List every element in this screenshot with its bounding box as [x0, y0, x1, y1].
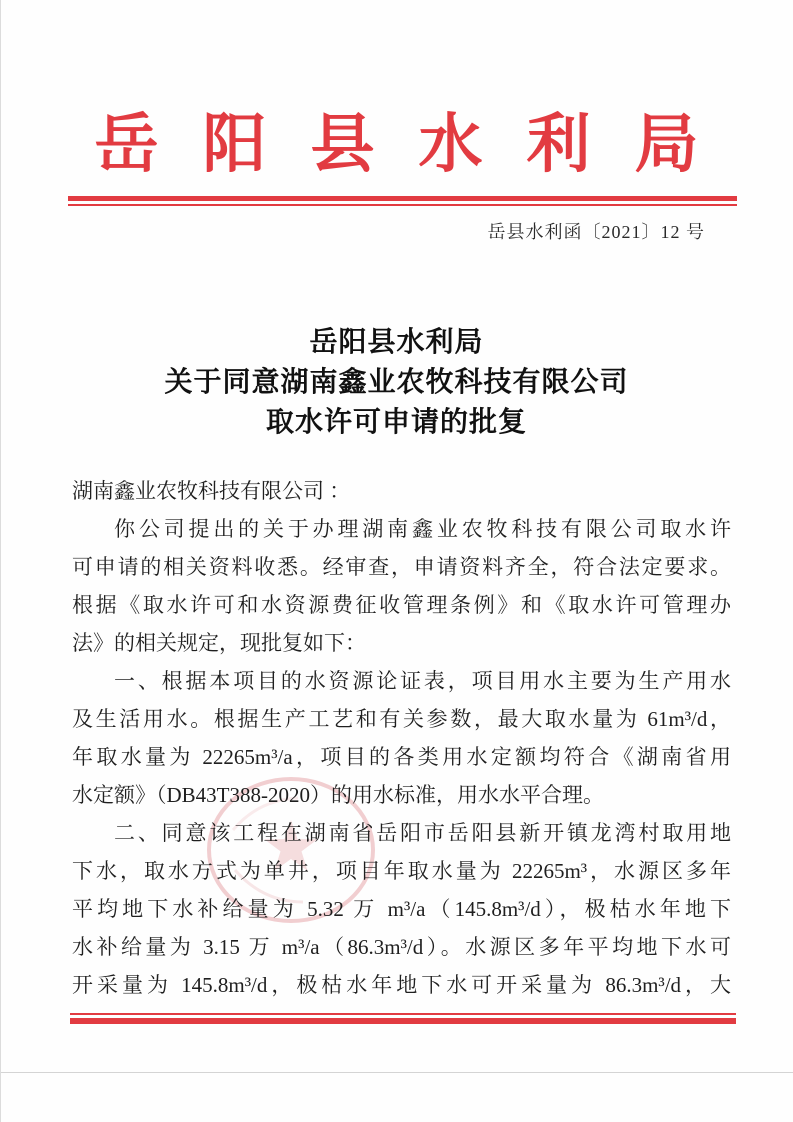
- body-line: 你公司提出的关于办理湖南鑫业农牧科技有限公司取水许: [114, 517, 731, 541]
- document-title: [0, 322, 793, 442]
- body-line: 及生活用水。根据生产工艺和有关参数，最大取水量为 61m³/d，: [72, 707, 731, 731]
- agency-letterhead: 岳阳县水利局: [94, 109, 743, 180]
- body-line-item-2: 二、同意该工程在湖南省岳阳市岳阳县新开镇龙湾村取用地: [114, 821, 731, 845]
- document-title-line-3: 取水许可申请的批复: [265, 406, 527, 437]
- body-line: 下水，取水方式为单井，项目年取水量为 22265m³，水源区多年: [72, 859, 731, 883]
- red-separator-bottom-thick-line: [70, 1018, 736, 1024]
- body-line: 开采量为 145.8m³/d，极枯水年地下水可开采量为 86.3m³/d，大: [72, 973, 731, 997]
- body-line: 平均地下水补给量为 5.32 万 m³/a（145.8m³/d），极枯水年地下: [72, 897, 731, 921]
- body-line: 法》的相关规定，现批复如下：: [72, 631, 366, 655]
- scan-fold-line: [0, 1072, 793, 1073]
- document-reference-number: 岳县水利函〔2021〕12 号: [487, 222, 705, 242]
- document-title-line-2: 关于同意湖南鑫业农牧科技有限公司: [164, 366, 629, 397]
- body-line: 水定额》（DB43T388-2020）的用水标准，用水水平合理。: [72, 783, 604, 807]
- red-separator-bottom: [70, 1013, 736, 1024]
- body-line: 水补给量为 3.15 万 m³/a（86.3m³/d）。水源区多年平均地下水可: [72, 935, 731, 959]
- red-separator-top: [68, 196, 737, 206]
- body-line: 可申请的相关资料收悉。经审查，申请资料齐全，符合法定要求。: [72, 555, 731, 579]
- body-line: 年取水量为 22265m³/a，项目的各类用水定额均符合《湖南省用: [72, 745, 731, 769]
- body-line: 根据《取水许可和水资源费征收管理条例》和《取水许可管理办: [72, 593, 731, 617]
- body-line-item-1: 一、根据本项目的水资源论证表，项目用水主要为生产用水: [114, 669, 731, 693]
- document-title-line-1: 岳阳县水利局: [309, 326, 484, 357]
- document-body: [72, 472, 731, 1004]
- body-line-salutation: 湖南鑫业农牧科技有限公司 ：: [72, 479, 351, 503]
- scan-left-edge: [0, 0, 1, 1122]
- red-separator-top-thin-line: [68, 204, 737, 206]
